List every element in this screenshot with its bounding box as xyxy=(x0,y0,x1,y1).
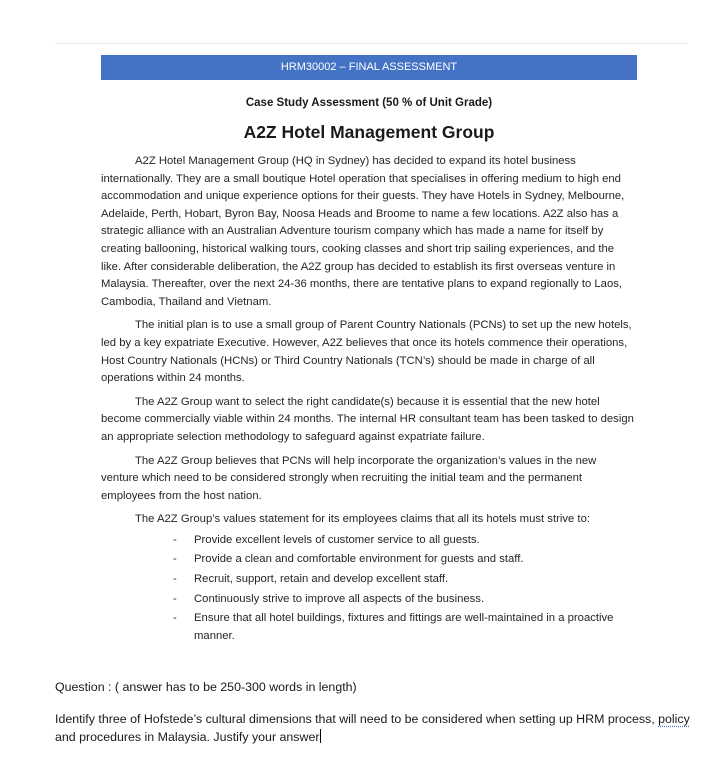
question-label: Question : ( answer has to be 250-300 words in length) xyxy=(55,680,357,694)
assessment-banner: HRM30002 – FINAL ASSESSMENT xyxy=(101,55,637,80)
list-item-text: Recruit, support, retain and develop excellent staff. xyxy=(194,573,449,586)
question-text[interactable] xyxy=(55,710,695,746)
list-item-text: Ensure that all hotel buildings, fixtures and fittings are well-maintained in a proactive manner. xyxy=(194,612,614,642)
question-block[interactable] xyxy=(55,678,695,746)
list-dash: - xyxy=(173,533,177,546)
list-dash: - xyxy=(173,612,177,625)
list-item xyxy=(173,532,637,550)
paragraph-initial-plan: The initial plan is to use a small group of Parent Country Nationals (PCNs) to set up the new hotels, led by a key expatriate Executive. However, A2Z believes that once its hotels commence their operations, Host Country Nationals (HCNs) or Third Country Nationals (TCN’s) should be made in charge of all operations within 24 months. xyxy=(101,319,632,385)
paragraph-values-pcn: The A2Z Group believes that PCNs will help incorporate the organization’s values in the new venture which need to be considered strongly when recruiting the initial team and the permanent employees from the host nation. xyxy=(101,454,597,502)
text-cursor xyxy=(320,729,321,743)
list-item xyxy=(173,610,637,645)
list-item xyxy=(173,551,637,569)
paragraph-intro: A2Z Hotel Management Group (HQ in Sydney) has decided to expand its hotel business internationally. They are a small boutique Hotel operation that specialises in offering medium to high end accommodation and unique experience options for their guests. They have Hotels in Sydney, Melbourne, Adelaide, Perth, Hobart, Byron Bay, Noosa Heads and Broome to name a few locations. A2Z also has a strategic alliance with an Australian Adventure tourism company which has made a name for itself by creating ballooning, historical walking tours, cooking classes and short trip sailing experiences, and the like. After considerable deliberation, the A2Z group has decided to establish its first overseas venture in Malaysia. Thereafter, over the next 24-36 months, there are tentative plans to expand regionally to Laos, Cambodia, Thailand and Vietnam. xyxy=(101,155,625,308)
document-subtitle: Case Study Assessment (50 % of Unit Grade) xyxy=(245,97,493,109)
list-item-text: Continuously strive to improve all aspects of the business. xyxy=(194,592,485,605)
list-item xyxy=(173,571,637,589)
page-top-rule xyxy=(55,43,688,44)
paragraph-values-intro: The A2Z Group’s values statement for its employees claims that all its hotels must strive to: xyxy=(135,513,590,526)
list-item-text: Provide a clean and comfortable environment for guests and staff. xyxy=(194,553,524,566)
question-text-start: Identify three of Hofstede’s cultural dimensions that will need to be considered when setting up HRM process, xyxy=(55,712,659,726)
paragraph-selection: The A2Z Group want to select the right candidate(s) because it is essential that the new hotel become commercially viable within 24 months. The internal HR consultant team has been tasked to design an appropriate selection methodology to safeguard against expatriate failure. xyxy=(101,395,634,443)
question-text-end: and procedures in Malaysia. Justify your answer xyxy=(55,730,320,744)
list-item-text: Provide excellent levels of customer service to all guests. xyxy=(194,533,480,546)
list-dash: - xyxy=(173,592,177,605)
case-study-title: A2Z Hotel Management Group xyxy=(243,122,495,142)
values-list xyxy=(101,532,637,646)
list-dash: - xyxy=(173,553,177,566)
spellcheck-flagged-word[interactable]: policy xyxy=(658,712,690,726)
list-dash: - xyxy=(173,573,177,586)
list-item xyxy=(173,591,637,609)
case-study-body xyxy=(101,153,637,647)
